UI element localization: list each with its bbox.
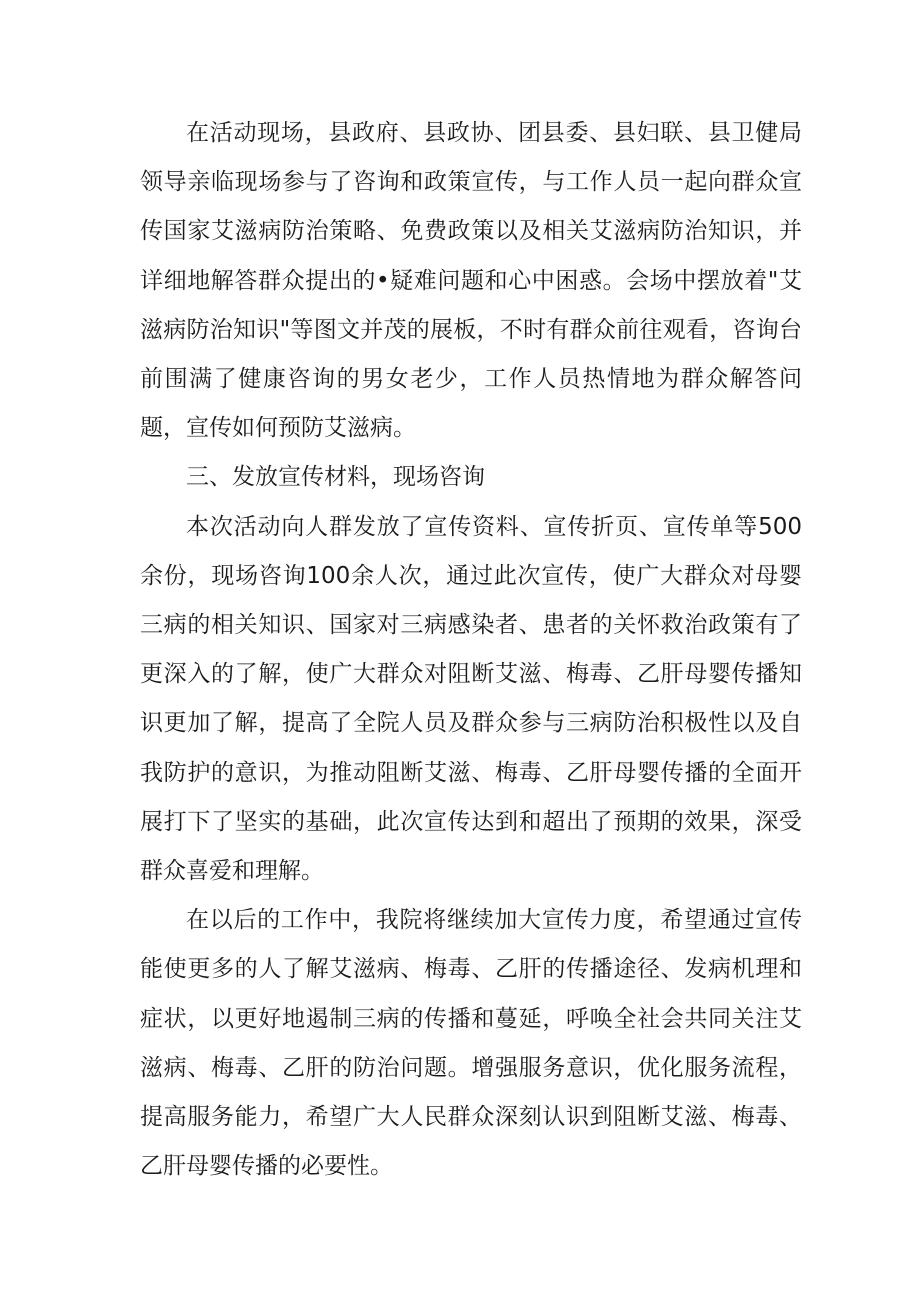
section-heading-distribute-materials: 三、发放宣传材料，现场咨询 bbox=[186, 464, 485, 491]
document-body bbox=[140, 109, 802, 1191]
paragraph-activity-site: 在活动现场，县政府、县政协、团县委、县妇联、县卫健局领导亲临现场参与了咨询和政策宣传，与工作人员一起向群众宣传国家艾滋病防治策略、免费政策以及相关艾滋病防治知识，并详细地解答群众提出的•疑难问题和心中困惑。会场中摆放着"艾滋病防治知识"等图文并茂的展板，不时有群众前往观看，咨询台前围满了健康咨询的男女老少，工作人员热情地为群众解答问题，宣传如何预防艾滋病。 bbox=[140, 120, 802, 442]
paragraph-materials-distributed: 本次活动向人群发放了宣传资料、宣传折页、宣传单等500余份，现场咨询100余人次，通过此次宣传，使广大群众对母婴三病的相关知识、国家对三病感染者、患者的关怀救治政策有了更深入的了解，使广大群众对阻断艾滋、梅毒、乙肝母婴传播知识更加了解，提高了全院人员及群众参与三病防治积极性以及自我防护的意识，为推动阻断艾滋、梅毒、乙肝母婴传播的全面开展打下了坚实的基础，此次宣传达到和超出了预期的效果，深受群众喜爱和理解。 bbox=[140, 513, 802, 885]
paragraph-future-work: 在以后的工作中，我院将继续加大宣传力度，希望通过宣传能使更多的人了解艾滋病、梅毒、乙肝的传播途径、发病机理和症状，以更好地遏制三病的传播和蔓延，呼唤全社会共同关注艾滋病、梅毒、乙肝的防治问题。增强服务意识，优化服务流程，提高服务能力，希望广大人民群众深刻认识到阻断艾滋、梅毒、乙肝母婴传播的必要性。 bbox=[140, 907, 802, 1180]
